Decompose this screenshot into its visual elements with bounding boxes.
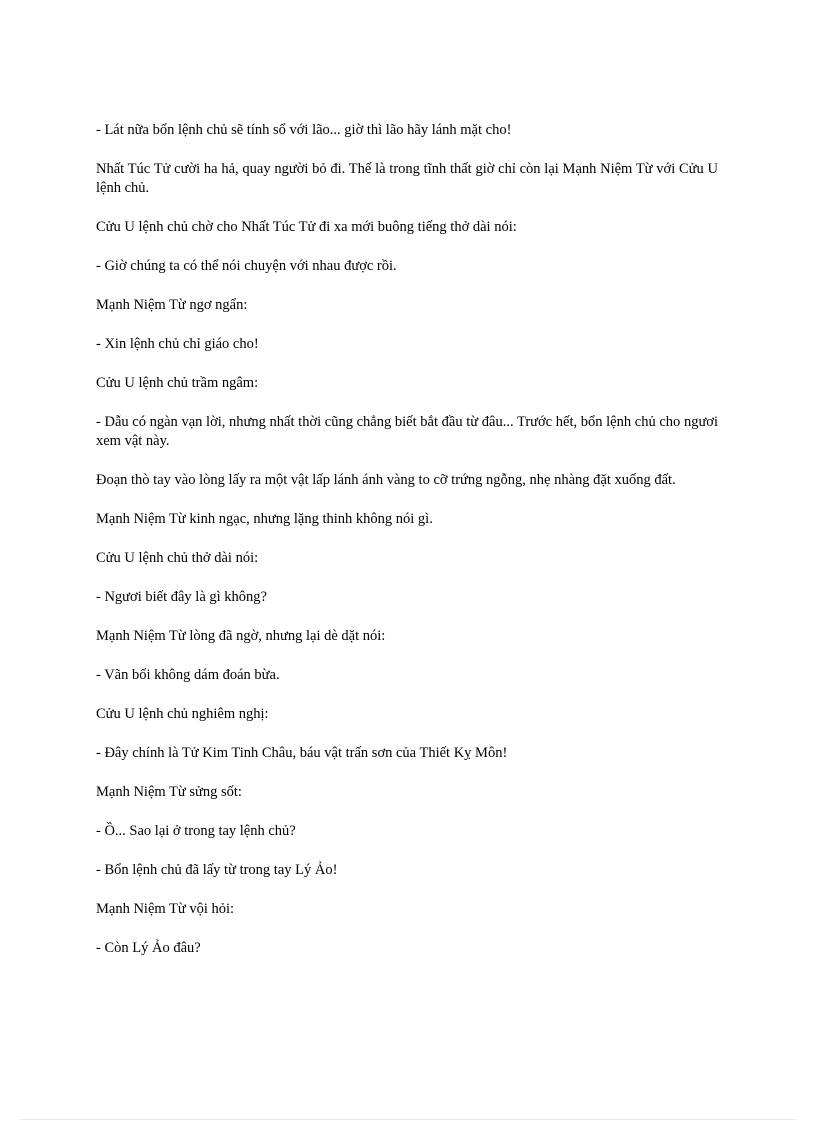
- paragraph: - Giờ chúng ta có thể nói chuyện với nhau được rồi.: [96, 258, 397, 274]
- paragraph: - Lát nữa bổn lệnh chủ sẽ tính sổ với lão... giờ thì lão hãy lánh mặt cho!: [96, 122, 512, 138]
- paragraph: Cửu U lệnh chủ nghiêm nghị:: [96, 706, 269, 722]
- paragraph: Mạnh Niệm Từ ngơ ngẩn:: [96, 297, 248, 313]
- document-body: [96, 121, 718, 978]
- page-bottom-divider: [20, 1119, 796, 1120]
- paragraph: - Ngươi biết đây là gì không?: [96, 589, 267, 605]
- paragraph: - Dẫu có ngàn vạn lời, nhưng nhất thời cũng chẳng biết bắt đầu từ đâu... Trước hết, bổn lệnh chủ cho ngươi xem vật này.: [96, 414, 718, 449]
- paragraph: Cửu U lệnh chủ chờ cho Nhất Túc Tử đi xa mới buông tiếng thở dài nói:: [96, 219, 517, 235]
- paragraph: Mạnh Niệm Từ sửng sốt:: [96, 784, 242, 800]
- paragraph: - Bổn lệnh chủ đã lấy từ trong tay Lý Ảo!: [96, 862, 338, 878]
- paragraph: Mạnh Niệm Từ vội hỏi:: [96, 901, 235, 917]
- paragraph: - Vãn bối không dám đoán bừa.: [96, 667, 280, 683]
- paragraph: - Ồ... Sao lại ở trong tay lệnh chủ?: [96, 823, 296, 839]
- paragraph: Mạnh Niệm Từ kinh ngạc, nhưng lặng thinh không nói gì.: [96, 511, 433, 527]
- paragraph: Nhất Túc Tử cười ha hả, quay người bỏ đi. Thế là trong tĩnh thất giờ chỉ còn lại Mạnh Niệm Từ với Cửu U lệnh chủ.: [96, 161, 718, 196]
- paragraph: Đoạn thò tay vào lòng lấy ra một vật lấp lánh ánh vàng to cỡ trứng ngỗng, nhẹ nhàng đặt xuống đất.: [96, 472, 676, 488]
- paragraph: Cửu U lệnh chủ trầm ngâm:: [96, 375, 259, 391]
- paragraph: - Còn Lý Ảo đâu?: [96, 940, 201, 956]
- paragraph: Cửu U lệnh chủ thở dài nói:: [96, 550, 259, 566]
- paragraph: - Xin lệnh chủ chỉ giáo cho!: [96, 336, 259, 352]
- paragraph: - Đây chính là Tử Kim Tinh Châu, báu vật trấn sơn của Thiết Kỵ Môn!: [96, 745, 508, 761]
- paragraph: Mạnh Niệm Từ lòng đã ngờ, nhưng lại dè dặt nói:: [96, 628, 386, 644]
